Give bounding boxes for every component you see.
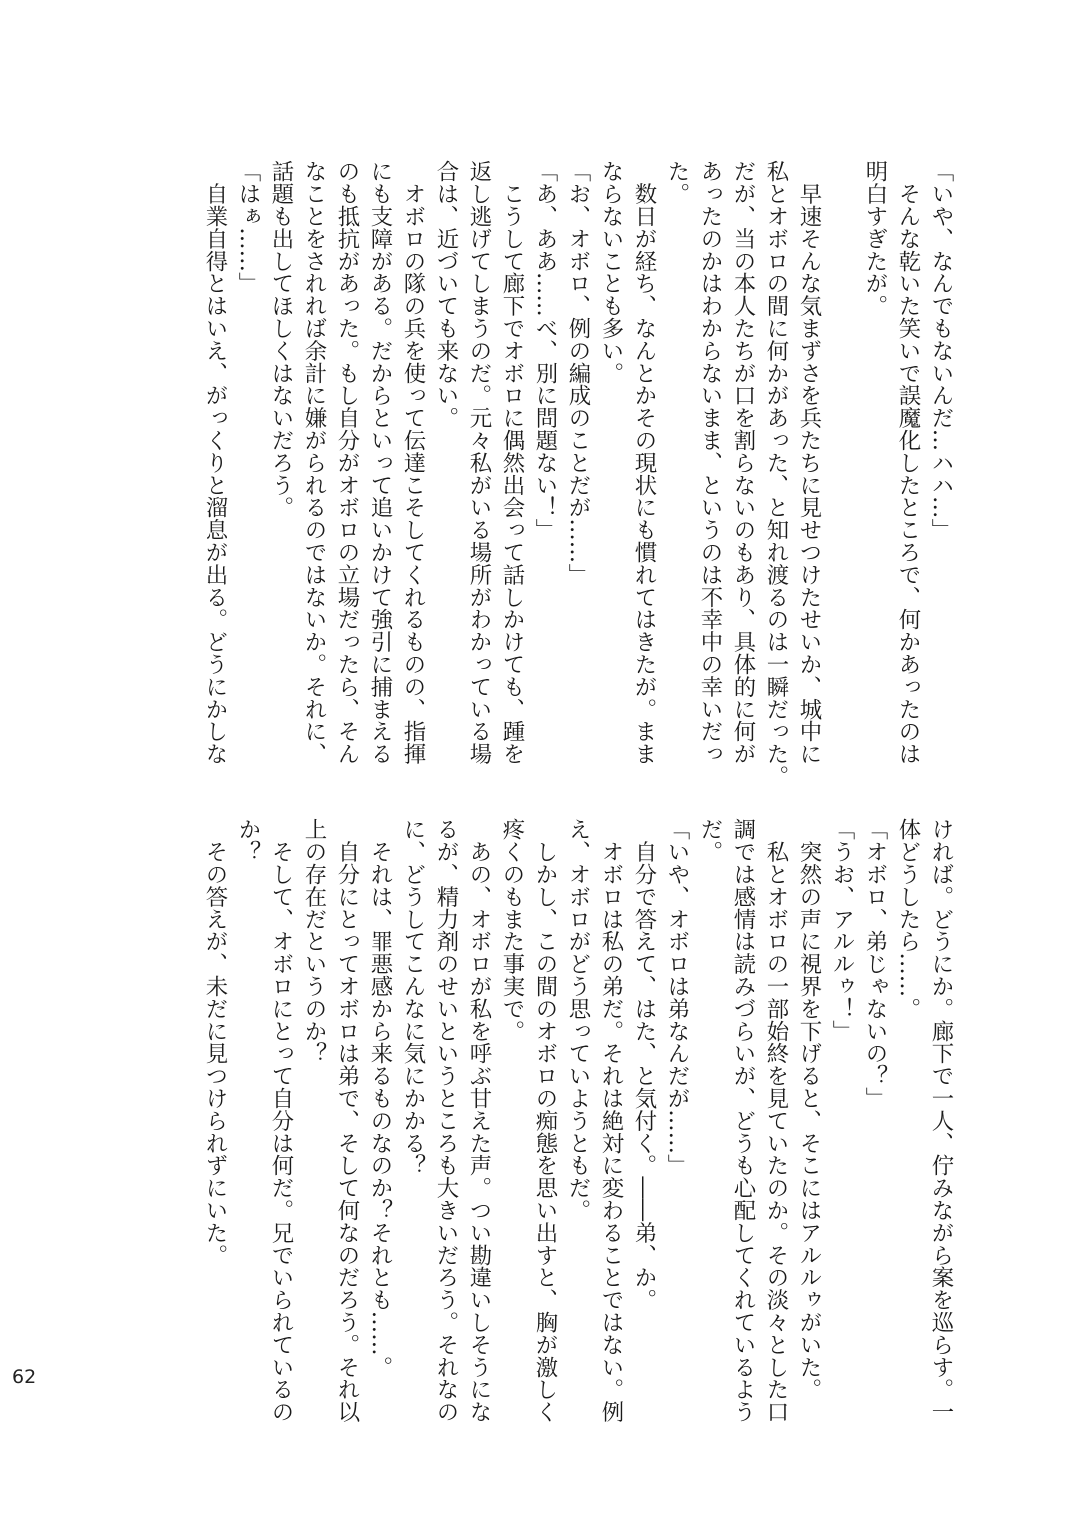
text-line: 数日が経ち、なんとかその現状にも慣れてはきたが。まま [631, 160, 657, 765]
text-line: だが、当の本人たちが口を割らないのもあり、具体的に何が [730, 160, 756, 765]
text-line: 話題も出してほしくはないだろう。 [268, 160, 294, 519]
text-line: 「お、オボロ、例の編成のことだが……」 [565, 160, 591, 586]
page-number: 62 [12, 1366, 37, 1388]
text-line: 返し逃げてしまうのだ。元々私がいる場所がわかっている場 [466, 160, 492, 765]
text-line: 「はぁ……」 [235, 160, 261, 295]
text-line: その答えが、未だに見つけられずにいた。 [202, 818, 228, 1266]
text-line: 「いや、なんでもないんだ…ハハ…」 [928, 160, 954, 541]
text-line: あの、オボロが私を呼ぶ甘えた声。つい勘違いしそうにな [466, 818, 492, 1423]
text-line [825, 160, 858, 760]
text-line: か？ [235, 818, 261, 863]
text-line: に、どうしてこんなに気にかかる？ [400, 818, 426, 1177]
text-line: え、オボロがどう思っていようともだ。 [565, 818, 591, 1222]
text-line: 「あ、ああ……べ、別に問題ない！」 [532, 160, 558, 541]
text-line: 体どうしたら……。 [895, 818, 921, 1020]
text-line: 調では感情は読みづらいが、どうも心配してくれているよう [730, 818, 756, 1423]
text-line: ければ。どうにか。廊下で一人、佇みながら案を巡らす。一 [928, 818, 954, 1423]
text-line: ならないことも多い。 [598, 160, 624, 384]
text-line: 明白すぎたが。 [862, 160, 888, 317]
text-line: た。 [664, 160, 690, 205]
text-line: なことをされれば余計に嫌がられるのではないか。それに、 [301, 160, 327, 765]
text-line: 「オボロ、弟じゃないの？」 [862, 818, 888, 1110]
text-line: 私とオボロの一部始終を見ていたのか。その淡々とした口 [763, 818, 789, 1423]
text-line: のも抵抗があった。もし自分がオボロの立場だったら、そん [334, 160, 360, 765]
text-block-top [198, 160, 957, 788]
text-line: 私とオボロの間に何かがあった、と知れ渡るのは一瞬だった。 [763, 160, 789, 788]
text-block-bottom [198, 818, 957, 1423]
text-line: そんな乾いた笑いで誤魔化したところで、何かあったのは [895, 160, 921, 765]
text-line: 自分で答えて、はた、と気付く。――弟、か。 [631, 818, 657, 1311]
text-line: 自分にとってオボロは弟で、そして何なのだろう。それ以 [334, 818, 360, 1423]
text-line: あったのかはわからないまま、というのは不幸中の幸いだっ [697, 160, 723, 765]
text-line: そして、オボロにとって自分は何だ。兄でいられているの [268, 818, 294, 1423]
text-line: オボロの隊の兵を使って伝達こそしてくれるものの、指揮 [400, 160, 426, 765]
text-line: オボロは私の弟だ。それは絶対に変わることではない。例 [598, 818, 624, 1423]
text-line: だ。 [697, 818, 723, 863]
text-line: 疼くのもまた事実で。 [499, 818, 525, 1042]
text-line: 早速そんな気まずさを兵たちに見せつけたせいか、城中に [796, 160, 822, 765]
text-line: 突然の声に視界を下げると、そこにはアルルゥがいた。 [796, 818, 822, 1401]
text-line: 自業自得とはいえ、がっくりと溜息が出る。どうにかしな [202, 160, 228, 765]
text-line: にも支障がある。だからといって追いかけて強引に捕まえる [367, 160, 393, 765]
text-line: 「うお、アルルゥ！」 [829, 818, 855, 1042]
text-line: るが、精力剤のせいというところも大きいだろう。それなの [433, 818, 459, 1423]
text-line: 合は、近づいても来ない。 [433, 160, 459, 429]
text-line: 上の存在だというのか？ [301, 818, 327, 1065]
text-line: しかし、この間のオボロの痴態を思い出すと、胸が激しく [532, 818, 558, 1423]
text-line: それは、罪悪感から来るものなのか？それとも……。 [367, 818, 393, 1378]
text-line: 「いや、オボロは弟なんだが……」 [664, 818, 690, 1177]
text-line: こうして廊下でオボロに偶然出会って話しかけても、踵を [499, 160, 525, 765]
